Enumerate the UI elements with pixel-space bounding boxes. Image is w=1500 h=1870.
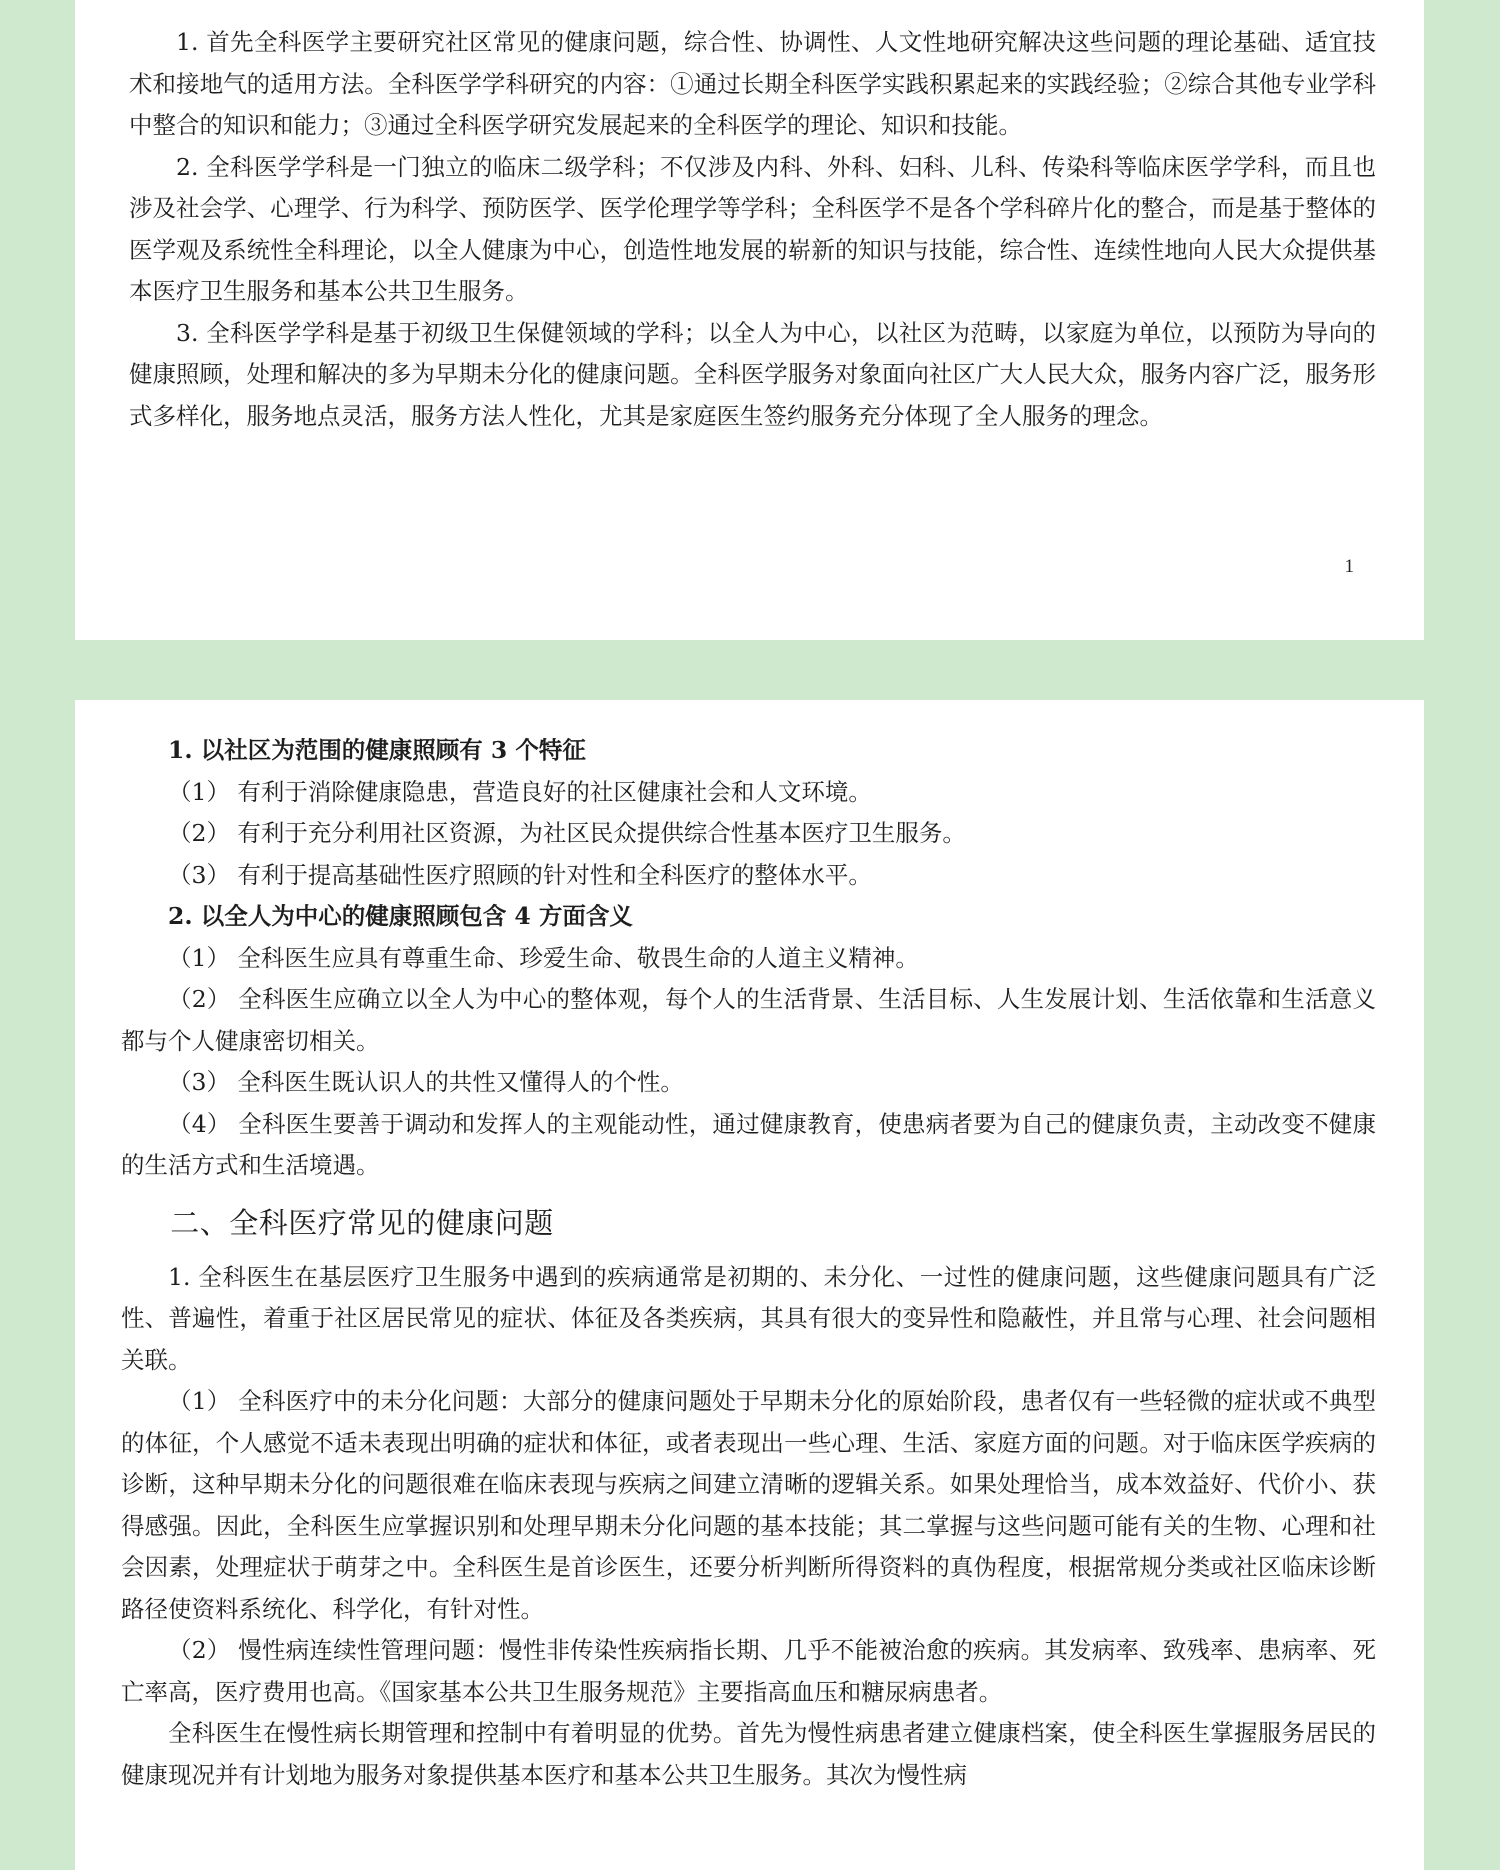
subheading: 1. 以社区为范围的健康照顾有 3 个特征 xyxy=(168,736,586,764)
body-paragraph: 1. 全科医生在基层医疗卫生服务中遇到的疾病通常是初期的、未分化、一过性的健康问题，这些健康问题具有广泛性、普遍性，着重于社区居民常见的症状、体征及各类疾病，其具有很大的变异性和隐蔽性，并且常与心理、社会问题相关联。 xyxy=(121,1262,1376,1374)
list-item: （3） 有利于提高基础性医疗照顾的针对性和全科医疗的整体水平。 xyxy=(168,860,872,889)
body-paragraph: 1. 首先全科医学主要研究社区常见的健康问题，综合性、协调性、人文性地研究解决这些问题的理论基础、适宜技术和接地气的适用方法。全科医学学科研究的内容：①通过长期全科医学实践积累起来的实践经验；②综合其他专业学科中整合的知识和能力；③通过全科医学研究发展起来的全科医学的理论、知识和技能。 xyxy=(129,28,1376,139)
list-item: （1） 全科医生应具有尊重生命、珍爱生命、敬畏生命的人道主义精神。 xyxy=(168,943,919,972)
page-number: 1 xyxy=(1344,556,1354,577)
subheading: 2. 以全人为中心的健康照顾包含 4 方面含义 xyxy=(168,902,633,930)
body-paragraph: 3. 全科医学学科是基于初级卫生保健领域的学科；以全人为中心，以社区为范畴，以家庭为单位，以预防为导向的健康照顾，处理和解决的多为早期未分化的健康问题。全科医学服务对象面向社区广大人民大众，服务内容广泛，服务形式多样化，服务地点灵活，服务方法人性化，尤其是家庭医生签约服务充分体现了全人服务的理念。 xyxy=(129,318,1376,430)
document-page-2 xyxy=(75,700,1424,1870)
list-item: （2） 有利于充分利用社区资源，为社区民众提供综合性基本医疗卫生服务。 xyxy=(168,819,966,847)
body-paragraph: （1） 全科医疗中的未分化问题：大部分的健康问题处于早期未分化的原始阶段，患者仅有一些轻微的症状或不典型的体征，个人感觉不适未表现出明确的症状和体征，或者表现出一些心理、生活、家庭方面的问题。对于临床医学疾病的诊断，这种早期未分化的问题很难在临床表现与疾病之间建立清晰的逻辑关系。如果处理恰当，成本效益好、代价小、获得感强。因此，全科医生应掌握识别和处理早期未分化问题的基本技能；其二掌握与这些问题可能有关的生物、心理和社会因素，处理症状于萌芽之中。全科医生是首诊医生，还要分析判断所得资料的真伪程度，根据常规分类或社区临床诊断路径使资料系统化、科学化，有针对性。 xyxy=(121,1387,1376,1623)
list-item: （4） 全科医生要善于调动和发挥人的主观能动性，通过健康教育，使患病者要为自己的健康负责，主动改变不健康的生活方式和生活境遇。 xyxy=(121,1109,1376,1179)
section-heading: 二、全科医疗常见的健康问题 xyxy=(170,1205,554,1240)
list-item: （2） 全科医生应确立以全人为中心的整体观，每个人的生活背景、生活目标、人生发展计划、生活依靠和生活意义都与个人健康密切相关。 xyxy=(121,985,1376,1055)
list-item: （3） 全科医生既认识人的共性又懂得人的个性。 xyxy=(168,1068,684,1096)
document-page-1 xyxy=(75,0,1424,640)
list-item: （1） 有利于消除健康隐患，营造良好的社区健康社会和人文环境。 xyxy=(168,777,872,806)
body-paragraph: （2） 慢性病连续性管理问题：慢性非传染性疾病指长期、几乎不能被治愈的疾病。其发病率、致残率、患病率、死亡率高，医疗费用也高。《国家基本公共卫生服务规范》主要指高血压和糖尿病患者。 xyxy=(121,1636,1376,1706)
body-paragraph: 全科医生在慢性病长期管理和控制中有着明显的优势。首先为慢性病患者建立健康档案，使全科医生掌握服务居民的健康现况并有计划地为服务对象提供基本医疗和基本公共卫生服务。其次为慢性病 xyxy=(121,1719,1376,1789)
body-paragraph: 2. 全科医学学科是一门独立的临床二级学科；不仅涉及内科、外科、妇科、儿科、传染科等临床医学学科，而且也涉及社会学、心理学、行为科学、预防医学、医学伦理学等学科；全科医学不是各个学科碎片化的整合，而是基于整体的医学观及系统性全科理论，以全人健康为中心，创造性地发展的崭新的知识与技能，综合性、连续性地向人民大众提供基本医疗卫生服务和基本公共卫生服务。 xyxy=(129,152,1376,305)
